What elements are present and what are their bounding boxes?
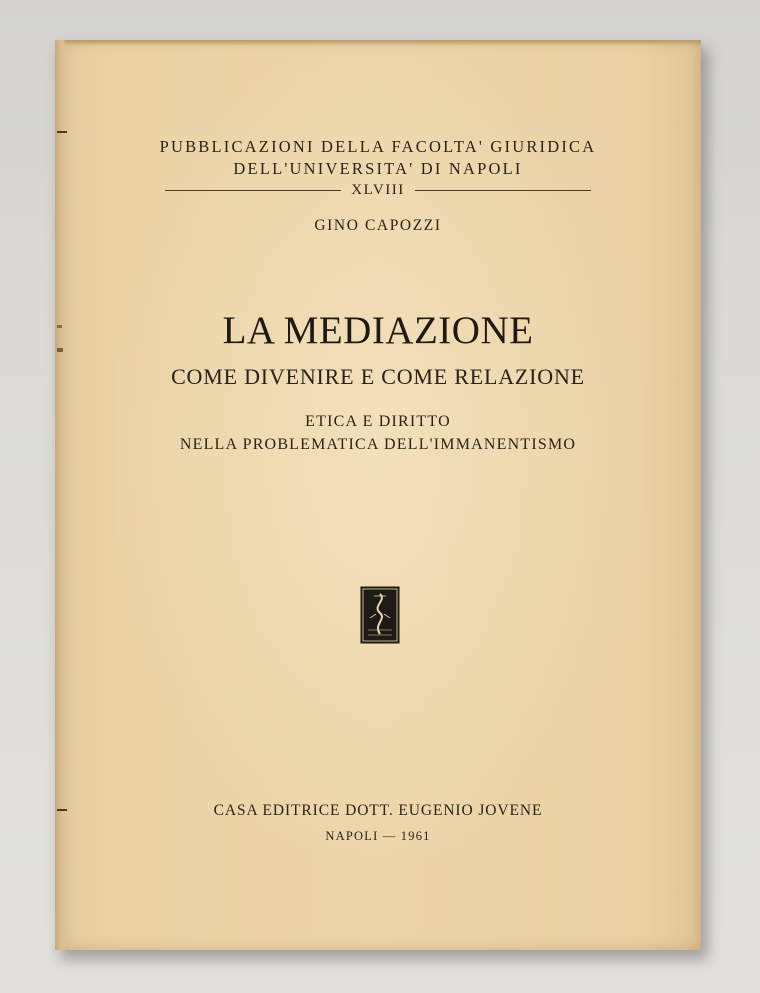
spine-mark (57, 131, 67, 133)
book-top-edge (55, 40, 701, 46)
volume-number: XLVIII (351, 181, 405, 198)
topic-line-1: ETICA E DIRITTO (305, 413, 451, 430)
publisher-emblem-icon (360, 586, 400, 644)
topic-line-2: NELLA PROBLEMATICA DELL'IMMANENTISMO (179, 436, 577, 453)
rule-right (415, 190, 591, 191)
book-cover (55, 40, 701, 950)
author-name: GINO CAPOZZI (314, 217, 442, 234)
place-and-year: NAPOLI — 1961 (325, 829, 431, 843)
book-title: LA MEDIAZIONE (222, 309, 534, 352)
volume-rule (165, 179, 591, 201)
publisher-name: CASA EDITRICE DOTT. EUGENIO JOVENE (213, 802, 543, 819)
rule-left (165, 190, 341, 191)
series-title-line-2: DELL'UNIVERSITA' DI NAPOLI (233, 159, 523, 178)
series-title-line-1: PUBBLICAZIONI DELLA FACOLTA' GIURIDICA (159, 137, 597, 156)
book-subtitle: COME DIVENIRE E COME RELAZIONE (171, 364, 585, 389)
